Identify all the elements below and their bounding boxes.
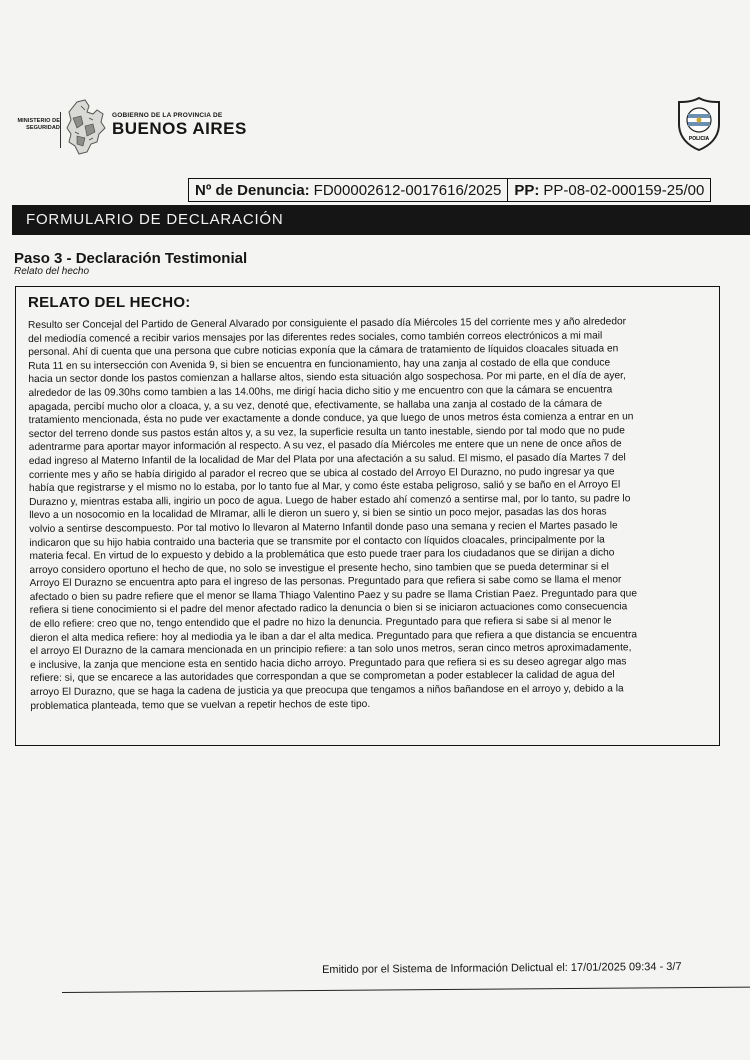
relato-section [15, 286, 720, 746]
relato-line: alrededor de las 09.30hs como tambien a las 14.00hs, me dirigí hacia dicho sitio y me encuentro con que la cámara se encuentra [28, 384, 613, 399]
relato-line: Durazno y, mientras estaba alli, ingirio un poco de agua. Luego de haber estado ahí comenzó a sentirse mal, por lo tanto, su padre lo [29, 493, 631, 508]
relato-line: problematica planteada, temo que se vuelvan a repetir hechos de este tipo. [30, 698, 371, 712]
denuncia-number-box [188, 178, 508, 202]
ministry-line-1: MINISTERIO DE [17, 118, 60, 124]
relato-line: edad ingreso al Materno Infantil de la localidad de Mar del Plata por una afectación a su salud. El mismo, el pasado día Martes 7 del [28, 452, 626, 467]
relato-line: hacia un sector donde los pastos comienzan a hallarse altos, siendo esta situación algo sospechosa. Por mi parte, en el día de ayer, [28, 370, 626, 386]
pp-label: PP: [514, 181, 540, 199]
relato-line: había que registrarse y el mismo no lo estaba, por lo tanto fue al Mar, y como éste estaba peligroso, salió y se baño en el Arroyo El [29, 479, 621, 495]
relato-line: volvio a sentirse descompuesto. Por tal motivo lo llevaron al Materno Infantil donde paso una semana y recien el Martes pasado le [29, 520, 618, 535]
denuncia-label: Nº de Denuncia: [195, 181, 310, 199]
gov-title: BUENOS AIRES [112, 119, 247, 138]
government-logo-text [112, 112, 247, 138]
relato-body [28, 315, 706, 713]
relato-line: refiere: si, que se encarece a las autoridades que correspondan a que se comprometan a poder establecer la calidad de agua del [30, 669, 615, 685]
relato-heading: RELATO DEL HECHO: [28, 294, 191, 311]
ministry-line-2: SEGURIDAD [26, 124, 60, 131]
relato-line: Ruta 11 en su intersección con Avenida 9, si bien se encuentra en funcionamiento, hay una zanja al costado de ella que conduce [28, 357, 611, 372]
relato-line: Arroyo El Durazno se encuentra apto para el ingreso de las personas. Preguntado para que refiera si sabe como se llama el menor [29, 574, 622, 590]
relato-line: Resulto ser Concejal del Partido de General Alvarado por consiguiente el pasado día Miércoles 15 del corriente mes y año alrededor [28, 316, 627, 331]
relato-line: el arroyo El Durazno de la camara mencionada en un principio refiere: a tan solo unos metros, seran cinco metros aproximadamente, [29, 642, 632, 658]
relato-line: refiera si tiene conocimiento si el padre del menor afectado radico la denuncia o bien si se iniciaron actuaciones como consecuencia [29, 601, 628, 617]
relato-line: del mediodía comencé a recibir varios mensajes por las diferentes redes sociales, como también correos electrónicos a mi mail [28, 330, 603, 345]
relato-line: sector del terreno donde sus pastos están altos y, a su vez, la superficie resulta un tanto inestable, siendo por tal modo que no pude [28, 425, 625, 440]
relato-line: indicaron que su hijo habia contraido una bacteria que se transmite por el contacto con líquidos cloacales, principalmente por la [29, 533, 605, 549]
document-header [0, 96, 750, 166]
relato-line: e inclusive, la zanja que mencione esta en sentido hacia dicho arroyo. Preguntado para que refiera si es su deseo agregar algo mas [30, 656, 627, 671]
gov-subtitle: GOBIERNO DE LA PROVINCIA DE [112, 112, 223, 119]
relato-line: de ello refiere: creo que no, tengo entendido que el padre no hizo la denuncia. Preguntado para que refiera si sabe si al menor le [29, 615, 612, 631]
relato-line: personal. Ahí di cuenta que una persona que cubre noticias exponía que la cámara de tratamiento de líquidos cloacales situada en [28, 343, 619, 359]
relato-line: dieron el alta medica refiere: hoy al mediodia ya le iban a dar el alta medica. Preguntado para que refiera a que distancia se encuentra [29, 628, 638, 644]
header-divider [60, 112, 61, 148]
relato-line: materia fecal. En virtud de lo expuesto y debido a la problemática que esto puede traer para los ciudadanos que se dirijan a dicho [29, 547, 615, 563]
province-map-icon [63, 98, 107, 158]
relato-line: apagada, percibí mucho olor a cloaca, y, a su vez, denoté que, efectivamente, se hallaba una zanja al costado de la cámara de [28, 398, 603, 413]
ministry-label [8, 118, 60, 131]
relato-line: corriente mes y año se había dirigido al parador el recreo que se ubica al costado del Arroyo El Durazno, no pudo ingresar ya que [28, 465, 615, 481]
pp-box [508, 178, 711, 202]
step-subtitle: Relato del hecho [14, 266, 90, 277]
form-title-bar: FORMULARIO DE DECLARACIÓN [12, 205, 750, 235]
police-badge-icon [676, 96, 722, 152]
relato-line: arroyo El Durazno, que se haga la cadena de justicia ya que preocupa que tengamos a niños bañandose en el arroyo y, debido a la [30, 683, 624, 699]
pp-value: PP-08-02-000159-25/00 [543, 181, 705, 199]
step-title: Paso 3 - Declaración Testimonial [14, 250, 248, 267]
footer-emission-text: Emitido por el Sistema de Información Delictual el: 17/01/2025 09:34 - 3/7 [322, 960, 682, 976]
denuncia-info [188, 178, 711, 202]
relato-line: afectado o bien su padre refiere que el menor se llama Thiago Valentino Paez y su padre se llama Cristian Paez. Preguntado para que [29, 588, 638, 603]
denuncia-value: FD00002612-0017616/2025 [313, 181, 502, 199]
badge-text: POLICIA [688, 136, 710, 142]
relato-line: llevo a un nosocomio en la localidad de MIramar, alli le dieron un suero y, si bien se sintio un poco mejor, pasadas las dos horas [29, 506, 607, 522]
footer-rule [62, 987, 750, 993]
relato-line: tratamiento mencionada, ésta no pude ver exactamente a donde conduce, ya que luego de unos metros ésta comienza a entrar en un [28, 411, 634, 427]
relato-line: adentrarme para aportar mayor información al respecto. A su vez, el pasado día Miércoles me entere que un nene de once años de [28, 438, 622, 454]
relato-line: arroyo considero oportuno el hecho de que, no solo se investigue el presente hecho, sino tambien que se pueda determinar si el [29, 561, 609, 576]
